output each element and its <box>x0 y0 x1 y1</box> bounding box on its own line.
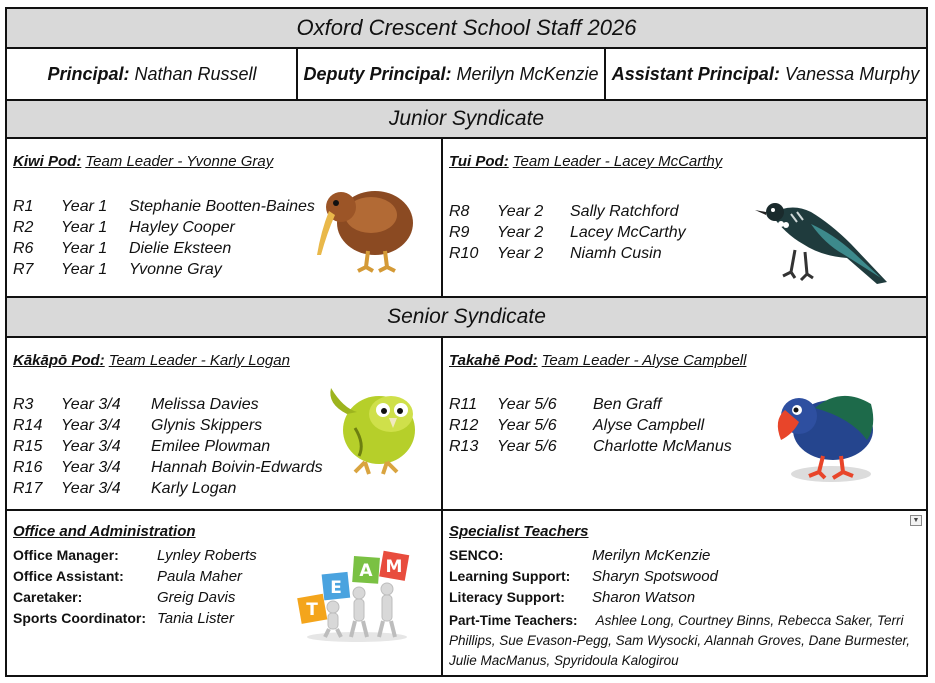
takahe-pod-cell <box>443 338 926 509</box>
staff-name: Greig Davis <box>157 589 236 606</box>
list-item <box>13 436 323 457</box>
list-item <box>449 545 718 566</box>
list-item <box>13 196 315 217</box>
list-item <box>449 587 718 608</box>
team-letter: T <box>306 600 318 620</box>
role-label: Learning Support: <box>449 568 571 584</box>
staff-name: Paula Maher <box>157 568 243 585</box>
room: R16 <box>13 459 43 476</box>
list-item <box>449 394 732 415</box>
teacher-name: Karly Logan <box>151 480 237 497</box>
tui-staff-list <box>449 201 686 264</box>
list-item <box>13 545 257 566</box>
room: R17 <box>13 480 43 497</box>
team-letter: A <box>359 561 373 581</box>
list-item <box>13 608 257 629</box>
role-label: Sports Coordinator: <box>13 610 146 626</box>
room: R7 <box>13 261 34 278</box>
takahe-pod-heading <box>449 352 746 369</box>
kiwi-team-leader: Team Leader - Yvonne Gray <box>85 153 274 170</box>
list-item <box>13 415 323 436</box>
teacher-name: Alyse Campbell <box>593 417 705 434</box>
list-item <box>13 566 257 587</box>
kiwi-bird-icon <box>313 175 423 275</box>
dropdown-arrow-icon[interactable]: ▼ <box>910 515 922 526</box>
deputy-principal-cell <box>297 49 605 99</box>
room: R15 <box>13 438 43 455</box>
room: R1 <box>13 198 34 215</box>
year: Year 1 <box>61 219 108 236</box>
room: R13 <box>449 438 479 455</box>
deputy-principal-role: Deputy Principal: <box>303 63 452 84</box>
leadership-row <box>7 49 926 99</box>
list-item <box>13 238 315 259</box>
list-item <box>13 587 257 608</box>
page-title: Oxford Crescent School Staff 2026 <box>7 9 926 49</box>
teacher-name: Sally Ratchford <box>570 203 679 220</box>
specialist-heading: Specialist Teachers <box>449 523 589 540</box>
list-item <box>13 217 315 238</box>
assistant-principal-name: Vanessa Murphy <box>784 63 920 84</box>
kiwi-pod-cell <box>7 139 441 296</box>
teacher-name: Glynis Skippers <box>151 417 263 434</box>
takahe-team-leader: Team Leader - Alyse Campbell <box>541 352 747 369</box>
assistant-principal-cell <box>605 49 926 99</box>
room: R14 <box>13 417 43 434</box>
teacher-name: Niamh Cusin <box>570 245 662 262</box>
year: Year 2 <box>497 245 544 262</box>
room: R10 <box>449 245 479 262</box>
teacher-name: Charlotte McManus <box>593 438 732 455</box>
role-label: Office Assistant: <box>13 568 124 584</box>
principal-name: Nathan Russell <box>134 63 257 84</box>
list-item <box>449 243 686 264</box>
year: Year 1 <box>61 240 108 257</box>
office-heading: Office and Administration <box>13 523 196 540</box>
specialist-list <box>449 545 718 608</box>
part-time-teachers <box>449 611 915 671</box>
room: R9 <box>449 224 470 241</box>
year: Year 2 <box>497 224 544 241</box>
team-letter: M <box>385 557 403 577</box>
list-item <box>449 566 718 587</box>
room: R3 <box>13 396 34 413</box>
kiwi-staff-list <box>13 196 315 280</box>
teacher-name: Ben Graff <box>593 396 662 413</box>
list-item <box>13 394 323 415</box>
assistant-principal-role: Assistant Principal: <box>611 63 780 84</box>
kakapo-pod-cell <box>7 338 441 509</box>
divider <box>296 49 298 99</box>
staff-name: Lynley Roberts <box>157 547 257 564</box>
role-label: Caretaker: <box>13 589 83 605</box>
teacher-name: Hannah Boivin-Edwards <box>151 459 323 476</box>
takahe-pod-title: Takahē Pod: <box>449 352 538 369</box>
principal-role: Principal: <box>47 63 130 84</box>
principal-cell <box>7 49 297 99</box>
staff-name: Merilyn McKenzie <box>592 547 711 564</box>
year: Year 5/6 <box>497 438 557 455</box>
year: Year 3/4 <box>61 459 121 476</box>
role-label: Literacy Support: <box>449 589 565 605</box>
staff-name: Sharyn Spotswood <box>592 568 718 585</box>
list-item <box>449 222 686 243</box>
list-item <box>13 478 323 499</box>
tui-pod-heading <box>449 153 722 170</box>
kakapo-pod-heading <box>13 352 290 369</box>
office-cell <box>7 511 441 675</box>
takahe-staff-list <box>449 394 732 457</box>
year: Year 1 <box>61 261 108 278</box>
list-item <box>449 415 732 436</box>
list-item <box>13 457 323 478</box>
part-time-names: Ashlee Long, Courtney Binns, Rebecca Saker, Terri Phillips, Sue Evason-Pegg, Sam Wysocki, Alannah Groves, Dane Burmester, Julie MacManus, Spyridoula Kalogirou <box>449 613 910 668</box>
divider <box>604 49 606 99</box>
role-label: SENCO: <box>449 547 504 563</box>
team-letter: E <box>330 578 342 598</box>
specialist-cell <box>443 511 926 675</box>
part-time-label: Part-Time Teachers: <box>449 613 578 628</box>
kakapo-pod-title: Kākāpō Pod: <box>13 352 105 369</box>
role-label: Office Manager: <box>13 547 119 563</box>
year: Year 2 <box>497 203 544 220</box>
kiwi-pod-title: Kiwi Pod: <box>13 153 82 170</box>
room: R6 <box>13 240 34 257</box>
senior-syndicate-heading: Senior Syndicate <box>7 296 926 338</box>
tui-team-leader: Team Leader - Lacey McCarthy <box>512 153 723 170</box>
list-item <box>449 436 732 457</box>
list-item <box>13 259 315 280</box>
tui-pod-cell <box>443 139 926 296</box>
team-blocks-icon <box>293 547 417 643</box>
room: R12 <box>449 417 479 434</box>
teacher-name: Melissa Davies <box>151 396 259 413</box>
tui-pod-title: Tui Pod: <box>449 153 509 170</box>
junior-syndicate-heading: Junior Syndicate <box>7 99 926 139</box>
teacher-name: Hayley Cooper <box>129 219 235 236</box>
kakapo-staff-list <box>13 394 323 499</box>
teacher-name: Lacey McCarthy <box>570 224 686 241</box>
year: Year 3/4 <box>61 438 121 455</box>
room: R2 <box>13 219 34 236</box>
room: R8 <box>449 203 470 220</box>
year: Year 5/6 <box>497 396 557 413</box>
year: Year 3/4 <box>61 396 121 413</box>
deputy-principal-name: Merilyn McKenzie <box>456 63 599 84</box>
teacher-name: Stephanie Bootten-Baines <box>129 198 315 215</box>
office-list <box>13 545 257 629</box>
year: Year 3/4 <box>61 480 121 497</box>
kakapo-bird-icon <box>325 384 425 476</box>
teacher-name: Emilee Plowman <box>151 438 271 455</box>
year: Year 5/6 <box>497 417 557 434</box>
year: Year 3/4 <box>61 417 121 434</box>
list-item <box>449 201 686 222</box>
staff-name: Sharon Watson <box>592 589 696 606</box>
year: Year 1 <box>61 198 108 215</box>
staff-name: Tania Lister <box>157 610 234 627</box>
teacher-name: Yvonne Gray <box>129 261 222 278</box>
kiwi-pod-heading <box>13 153 273 170</box>
room: R11 <box>449 396 478 413</box>
teacher-name: Dielie Eksteen <box>129 240 232 257</box>
staff-sheet <box>5 7 928 677</box>
kakapo-team-leader: Team Leader - Karly Logan <box>108 352 290 369</box>
takahe-bird-icon <box>771 382 883 486</box>
tui-bird-icon <box>751 194 891 289</box>
